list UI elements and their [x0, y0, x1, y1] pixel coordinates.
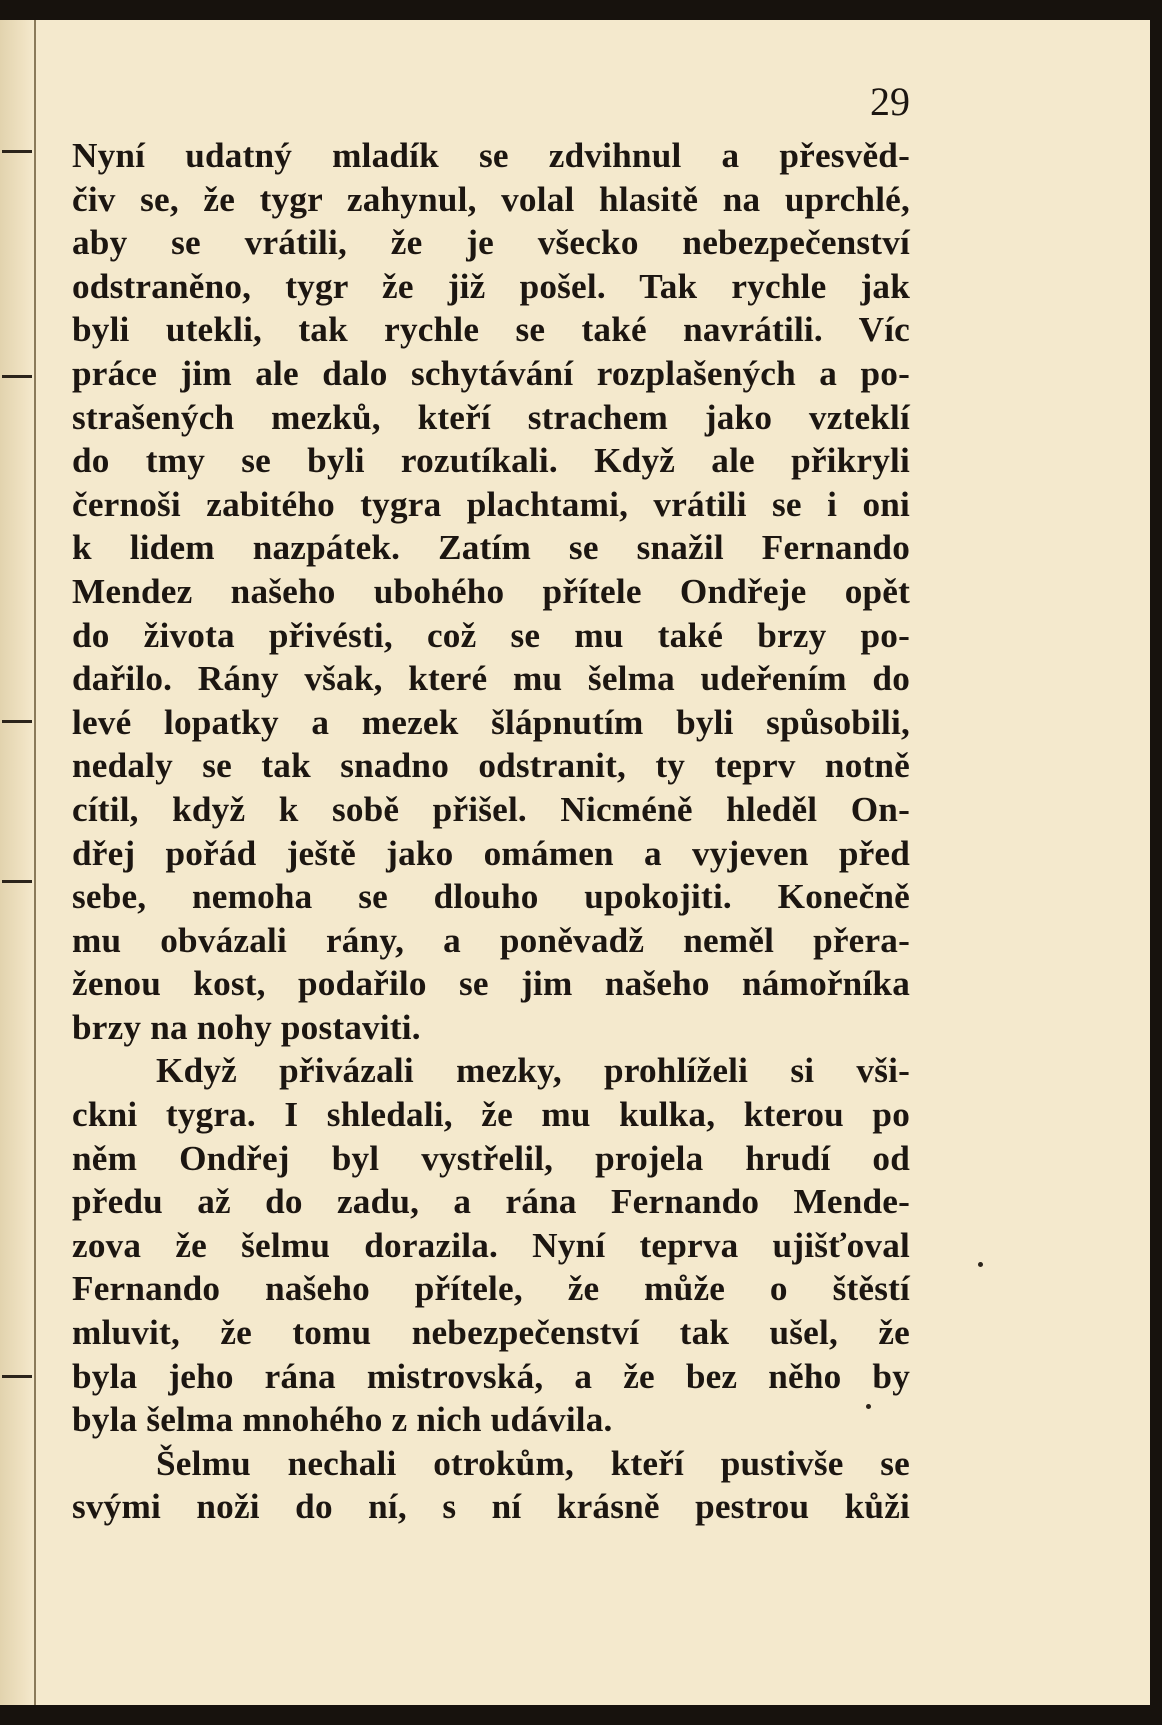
text-line: černoši zabitého tygra plachtami, vrátili se i oni — [72, 484, 910, 524]
binding-mark — [2, 880, 32, 883]
page-number: 29 — [870, 79, 910, 124]
body-text — [72, 134, 910, 1529]
text-line: práce jim ale dalo schytávání rozplašených a po- — [72, 353, 910, 393]
scan-bottom-edge — [0, 1705, 1162, 1725]
binding-mark — [2, 1375, 32, 1378]
binding-mark — [2, 150, 32, 153]
binding-gutter — [0, 20, 36, 1705]
text-line: svými noži do ní, s ní krásně pestrou kůži — [72, 1487, 910, 1527]
text-line: sebe, nemoha se dlouho upokojiti. Konečně — [72, 877, 910, 917]
text-line: cítil, když k sobě přišel. Nicméně hleděl On- — [72, 789, 910, 829]
text-line: brzy na nohy postaviti. — [72, 1007, 421, 1047]
text-line: aby se vrátili, že je všecko nebezpečenství — [72, 223, 910, 263]
text-line: Nyní udatný mladík se zdvihnul a přesvěd- — [72, 136, 910, 175]
text-line: mu obvázali rány, a poněvadž neměl přera- — [72, 920, 910, 960]
text-line: strašených mezků, kteří strachem jako vzteklí — [72, 397, 910, 437]
text-line: zova že šelmu dorazila. Nyní teprva ujišťoval — [72, 1225, 910, 1265]
text-line: ženou kost, podařilo se jim našeho námořníka — [72, 964, 910, 1004]
text-line: levé lopatky a mezek šlápnutím byli spůsobili, — [72, 702, 910, 742]
text-line: Šelmu nechali otrokům, kteří pustivše se — [156, 1443, 910, 1483]
text-line: k lidem nazpátek. Zatím se snažil Fernando — [72, 528, 910, 568]
text-line: Když přivázali mezky, prohlíželi si vši- — [156, 1051, 910, 1091]
text-line: dřej pořád ještě jako omámen a vyjeven před — [72, 833, 910, 873]
text-line: nedaly se tak snadno odstranit, ty teprv notně — [72, 746, 910, 786]
binding-mark — [2, 375, 32, 378]
text-line: byla jeho rána mistrovská, a že bez něho by — [72, 1356, 910, 1396]
text-line: předu až do zadu, a rána Fernando Mende- — [72, 1182, 910, 1222]
scan-top-edge — [0, 0, 1162, 20]
print-speck — [978, 1262, 983, 1267]
print-speck — [866, 1404, 871, 1409]
text-line: byli utekli, tak rychle se také navrátili. Víc — [72, 310, 910, 350]
text-line: do života přivésti, což se mu také brzy po- — [72, 615, 910, 655]
scan-right-edge — [1150, 0, 1162, 1725]
text-line: ckni tygra. I shledali, že mu kulka, kterou po — [72, 1095, 910, 1135]
text-line: dařilo. Rány však, které mu šelma udeřením do — [72, 659, 910, 699]
text-line: Mendez našeho ubohého přítele Ondřeje opět — [72, 571, 910, 611]
text-line: mluvit, že tomu nebezpečenství tak ušel, že — [72, 1313, 910, 1353]
text-line: do tmy se byli rozutíkali. Když ale přikryli — [72, 441, 910, 481]
text-line: něm Ondřej byl vystřelil, projela hrudí od — [72, 1138, 910, 1178]
text-line: Fernando našeho přítele, že může o štěstí — [72, 1269, 910, 1309]
text-line: čiv se, že tygr zahynul, volal hlasitě na uprchlé, — [72, 179, 910, 219]
binding-mark — [2, 720, 32, 723]
text-line: byla šelma mnohého z nich udávila. — [72, 1400, 613, 1440]
text-line: odstraněno, tygr že již pošel. Tak rychle jak — [72, 266, 910, 306]
